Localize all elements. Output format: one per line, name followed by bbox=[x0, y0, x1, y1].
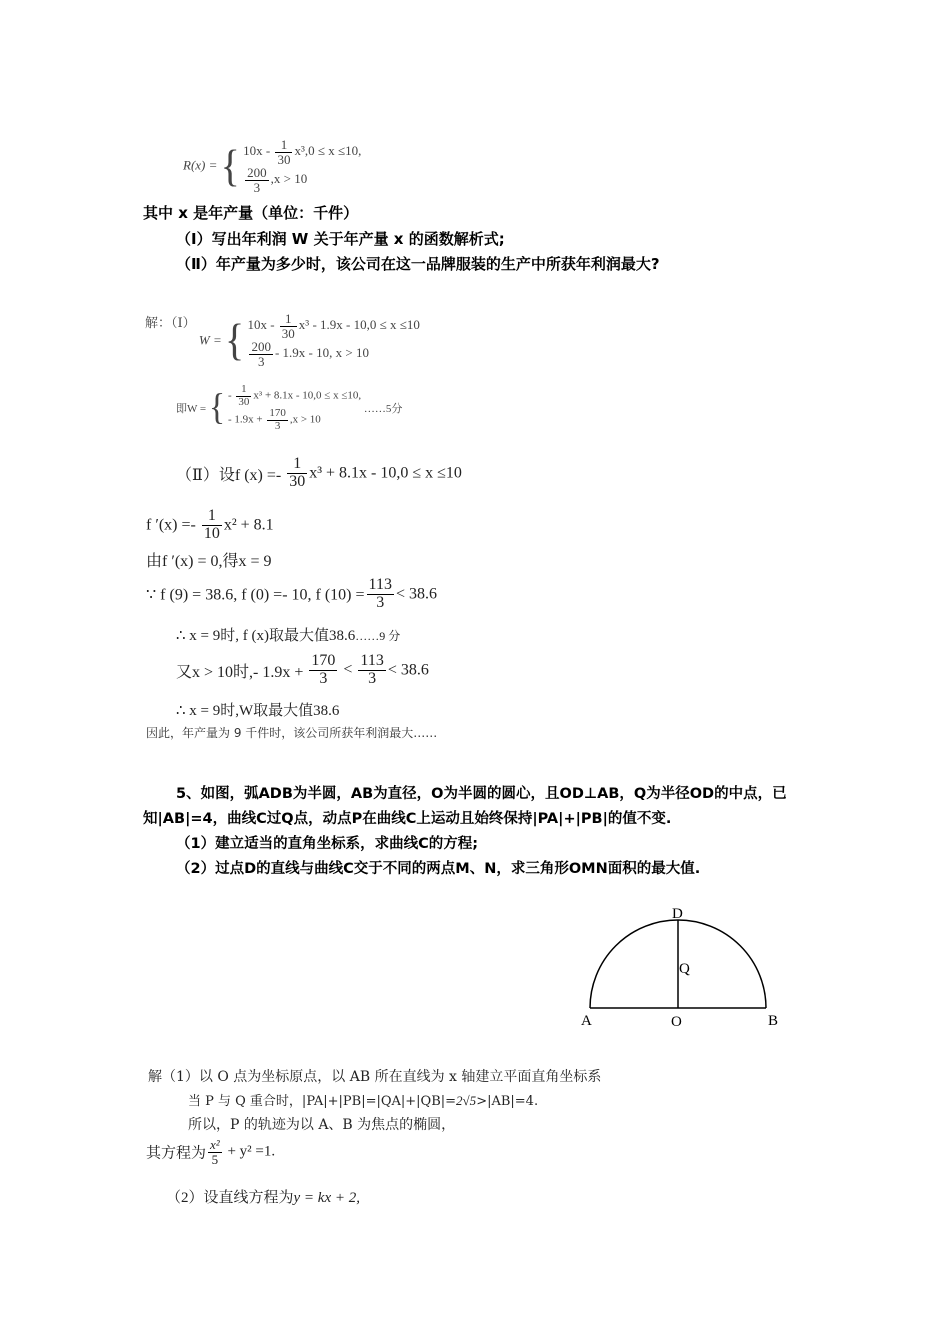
ji-case-1-start: - bbox=[227, 389, 235, 402]
comparison-numerator-1: 170 bbox=[311, 652, 336, 669]
w-case-2-tail: - 1.9x - 10, x > 10 bbox=[274, 345, 369, 361]
label-o: O bbox=[671, 1014, 682, 1030]
conclusion: 因此，年产量为 9 千件时，该公司所获年利润最大…… bbox=[146, 726, 438, 740]
max-value-1-text: ∴ x = 9时, f (x)取最大值38.6 bbox=[176, 628, 356, 644]
w-case-1-numerator: 1 bbox=[280, 312, 297, 327]
ji-case-2-start: - 1.9x + bbox=[227, 413, 266, 426]
function-values-numerator: 113 bbox=[368, 576, 392, 593]
r-case-1 bbox=[243, 138, 361, 166]
r-function bbox=[183, 138, 361, 195]
solution5-line2 bbox=[188, 1090, 538, 1109]
w-function bbox=[145, 312, 420, 369]
r-case-1-numerator: 1 bbox=[275, 138, 292, 153]
w-case-2-numerator: 200 bbox=[251, 339, 271, 355]
function-values-tail: < 38.6 bbox=[395, 585, 437, 603]
label-d: D bbox=[672, 906, 683, 922]
w-cases bbox=[247, 312, 419, 369]
ji-case-1 bbox=[228, 384, 361, 408]
derivative-start: f ′(x) =- bbox=[146, 516, 200, 534]
derivative bbox=[146, 508, 274, 543]
comparison-tail: < 38.6 bbox=[387, 661, 429, 679]
ji-case-1-denominator: 30 bbox=[238, 395, 250, 408]
solution5-line1: 解（1）以 O 点为坐标原点，以 AB 所在直线为 x 轴建立平面直角坐标系 bbox=[148, 1069, 602, 1085]
solution5-line2-end: >|AB|=4. bbox=[476, 1094, 539, 1109]
r-case-1-denominator: 30 bbox=[277, 151, 291, 167]
ji-case-2-tail: ,x > 10 bbox=[289, 413, 321, 426]
r-case-2-denominator: 3 bbox=[253, 179, 261, 195]
part2-fx-denominator: 30 bbox=[289, 472, 306, 490]
ji-case-1-numerator: 1 bbox=[236, 384, 251, 397]
problem5-line1: 5、如图，弧ADB为半圆，AB为直径，O为半圆的圆心，且OD⊥AB，Q为半径OD的中点，已 bbox=[176, 786, 787, 802]
w-case-1-start: 10x - bbox=[247, 317, 278, 333]
line-equation: y = kx + 2, bbox=[293, 1190, 360, 1206]
w-case-1-tail: x³ - 1.9x - 10,0 ≤ x ≤10 bbox=[298, 317, 420, 333]
r-case-1-start: 10x - bbox=[243, 143, 274, 159]
part2-fx bbox=[176, 456, 462, 491]
comparison-less-than: < bbox=[343, 661, 353, 679]
semicircle-figure bbox=[575, 900, 790, 1030]
w-lhs: W = bbox=[198, 332, 222, 348]
function-values-start: ∵ f (9) = 38.6, f (0) =- 10, f (10) = bbox=[146, 586, 365, 604]
problem4-q2: （Ⅱ）年产量为多少时，该公司在这一品牌服装的生产中所获年利润最大? bbox=[176, 255, 660, 273]
ji-w-cases bbox=[228, 384, 361, 432]
ellipse-equation-tail: + y² =1. bbox=[223, 1143, 276, 1160]
ellipse-equation-numerator: x² bbox=[210, 1137, 220, 1152]
ellipse-equation bbox=[146, 1138, 275, 1166]
w-case-1 bbox=[247, 312, 419, 340]
ji-case-1-tail: x³ + 8.1x - 10,0 ≤ x ≤10, bbox=[253, 389, 362, 402]
problem4-q1: （Ⅰ）写出年利润 W 关于年产量 x 的函数解析式; bbox=[176, 230, 505, 248]
label-b: B bbox=[768, 1013, 779, 1029]
max-value-2: ∴ x = 9时,W取最大值38.6 bbox=[176, 703, 340, 719]
max-value-1 bbox=[176, 624, 400, 645]
ji-w-function bbox=[176, 384, 402, 432]
derivative-denominator: 10 bbox=[203, 524, 220, 542]
w-case-2-denominator: 3 bbox=[257, 353, 265, 369]
critical-point: 由f ′(x) = 0,得x = 9 bbox=[146, 553, 272, 570]
left-brace: { bbox=[208, 387, 226, 428]
r-function-cases bbox=[243, 138, 361, 195]
derivative-numerator: 1 bbox=[202, 508, 222, 526]
solution5-root: 2√5 bbox=[456, 1093, 477, 1108]
r-case-1-tail: x³,0 ≤ x ≤10, bbox=[294, 143, 362, 159]
part2-fx-start: （Ⅱ）设f (x) =- bbox=[176, 466, 286, 484]
solution-prefix: 解：（Ⅰ） bbox=[145, 315, 196, 330]
ellipse-equation-denominator: 5 bbox=[211, 1151, 219, 1167]
ji-w-lhs: 即W = bbox=[176, 403, 207, 416]
ellipse-equation-prefix: 其方程为 bbox=[146, 1145, 207, 1162]
r-function-lhs: R(x) = bbox=[183, 157, 218, 173]
w-case-2 bbox=[247, 340, 419, 368]
w-case-1-denominator: 30 bbox=[281, 325, 295, 341]
problem4-line1: 其中 x 是年产量（单位：千件） bbox=[143, 204, 359, 222]
r-case-2 bbox=[243, 166, 361, 194]
comparison-start: 又x > 10时,- 1.9x + bbox=[176, 663, 308, 681]
part2-fx-numerator: 1 bbox=[287, 456, 307, 474]
max-value-1-score: ……9 分 bbox=[355, 629, 401, 643]
ji-case-2 bbox=[228, 408, 361, 432]
ji-case-2-numerator: 170 bbox=[269, 407, 286, 420]
comparison-numerator-2: 113 bbox=[360, 652, 384, 669]
left-brace: { bbox=[225, 314, 245, 365]
derivative-tail: x² + 8.1 bbox=[223, 516, 274, 534]
comparison-denominator-1: 3 bbox=[319, 669, 328, 687]
ji-score: ……5分 bbox=[363, 403, 403, 416]
solution5-line5 bbox=[166, 1186, 360, 1207]
problem5-line2: 知|AB|=4，曲线C过Q点，动点P在曲线C上运动且始终保持|PA|+|PB|的值不变. bbox=[143, 811, 672, 827]
label-a: A bbox=[581, 1013, 592, 1029]
problem5-q1: （1）建立适当的直角坐标系，求曲线C的方程; bbox=[176, 836, 479, 852]
solution5-line5-start: （2）设直线方程为 bbox=[166, 1190, 294, 1206]
label-q: Q bbox=[679, 961, 690, 977]
function-values bbox=[146, 577, 437, 612]
part2-fx-tail: x³ + 8.1x - 10,0 ≤ x ≤10 bbox=[309, 464, 462, 482]
comparison-denominator-2: 3 bbox=[368, 669, 377, 687]
ji-case-2-denominator: 3 bbox=[274, 419, 281, 432]
solution5-line2-start: 当 P 与 Q 重合时，|PA|+|PB|=|QA|+|QB|= bbox=[188, 1094, 457, 1109]
solution5-line3: 所以，P 的轨迹为以 A、B 为焦点的椭圆， bbox=[188, 1117, 456, 1133]
problem5-q2: （2）过点D的直线与曲线C交于不同的两点M、N，求三角形OMN面积的最大值. bbox=[176, 861, 701, 877]
comparison bbox=[176, 653, 429, 688]
left-brace: { bbox=[220, 140, 240, 191]
r-case-2-numerator: 200 bbox=[247, 165, 267, 181]
r-case-2-tail: ,x > 10 bbox=[270, 171, 308, 187]
function-values-denominator: 3 bbox=[376, 593, 385, 611]
